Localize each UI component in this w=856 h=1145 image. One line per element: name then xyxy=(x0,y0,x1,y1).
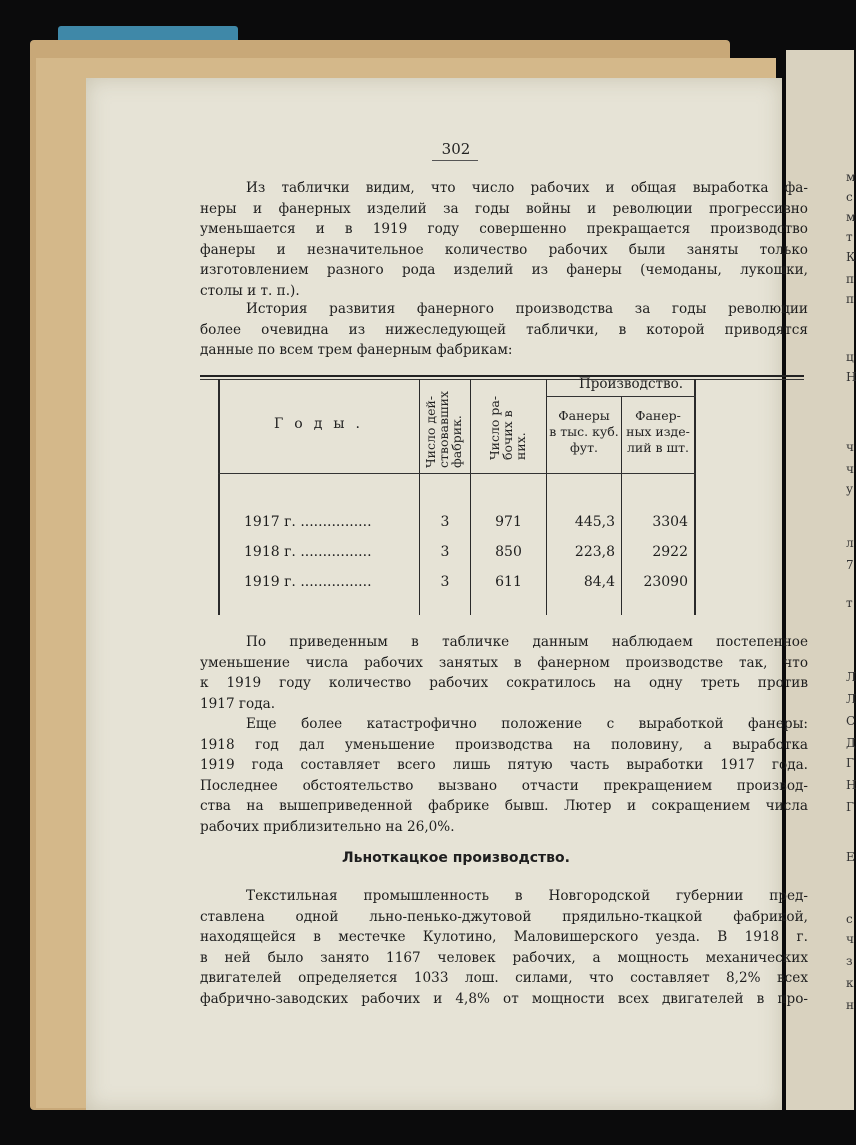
facing-page-letter: ч xyxy=(846,462,854,476)
cell-items: 2922 xyxy=(652,544,688,560)
facing-page-letter: Д xyxy=(846,736,856,750)
facing-page-letter: л xyxy=(846,536,854,550)
facing-page-letter: 7 xyxy=(846,558,854,572)
page-number: 302 xyxy=(441,140,471,158)
facing-page-letter: к xyxy=(846,976,854,990)
cell-plywood: 445,3 xyxy=(574,514,615,530)
header-production: Производство. xyxy=(579,376,683,392)
facing-page-letter: Е xyxy=(846,850,855,864)
facing-page-letter: С xyxy=(846,714,856,728)
row-year: 1918 г. xyxy=(244,544,296,560)
facing-page-letter: с xyxy=(846,190,853,204)
row-year: 1917 г. xyxy=(244,514,296,530)
facing-page-letter: п xyxy=(846,292,854,306)
paragraph-4: Еще более катастрофично положение с выработкой фанеры: 1918 год дал уменьшение производства на половину, а выработка 1919 года составляет всего лишь пятую часть выработки 1917 года. Последнее обстоятельство вызвано отчасти прекращением производ- ства на вышеприведенной фабрике бывш. Лютер и сокращением числа рабочих приблизительно на 26,0%. xyxy=(200,716,808,835)
facing-page-letter: Г xyxy=(846,756,854,770)
facing-page-letter: у xyxy=(846,482,854,496)
paragraph-3: По приведенным в табличке данным наблюдаем постепенное уменьшение числа рабочих занятых в фанерном производстве так, что к 1919 году количество рабочих сократилось на одну треть против 1917 года. xyxy=(200,634,808,712)
facing-page-letter: ч xyxy=(846,440,854,454)
facing-page-letter: ч xyxy=(846,932,854,946)
facing-page-letter: з xyxy=(846,954,853,968)
cell-factories: 3 xyxy=(440,574,450,590)
table-header-rule xyxy=(218,473,696,474)
document-page: 302 Из таблички видим, что число рабочих и общая выработка фа- неры и фанерных изделий за годы войны и революции прогрессивно уменьшается и в 1919 году совершенно прекращается производство фанеры и незначительное количество рабочих были заняты только изготовлением разного рода изделий из фанеры (чемоданы, лукошки, столы и т. п.). История развития фанерного производства за годы революции более очевидна из нижеследующей таблички, в которой приводятся данные по всем трем фанерным фабрикам: Годы. Число дей- ствовавших фабрик. Число ра- бочих в них. Производство. Фанеры в тыс. куб. фут. Фанер- ных изде- лий в шт. 1917 г. ................ 3 971 445,3 3304 1918 г. ................ 3 850 223,8 2922 1919 г. ................ 3 611 84,4 23090 По приведенным в табличке данным наблюдаем постепенное уменьшение числа рабочих занятых в фанерном производстве так, что к 1919 году количество рабочих сократилось на одну треть против 1917 года. Еще более катастрофично положение с выработкой фанеры: 1918 год дал уменьшение производства на половину, а выработка 1919 года составляет всего лишь пятую часть выработки 1917 года. Последнее обстоятельство вызвано отчасти прекращением производ- ства на вышеприведенной фабрике бывш. Лютер и сокращением числа рабочих приблизительно на 26,0%. Льноткацкое производство. Текстильная промышленность в Новгородской губернии пред- ставлена одной льно-пенько-джутовой прядильно-ткацкой фабрикой, находящейся в местечке Кулотино, Маловишерского уезда. В 1918 г. в ней было занято 1167 человек рабочих, а мощность механических двигателей определяется 1033 лош. силами, что составляет 8,2% всех фабрично-заводских рабочих и 4,8% от мощности всех двигателей в про- xyxy=(86,78,782,1110)
header-factories: Число дей- ствовавших фабрик. xyxy=(423,390,464,468)
facing-page-letter: м xyxy=(846,170,856,184)
facing-page-letter: т xyxy=(846,230,853,244)
facing-page-letter: с xyxy=(846,912,853,926)
facing-page-letter: Н xyxy=(846,778,856,792)
cell-items: 23090 xyxy=(643,574,688,590)
cell-factories: 3 xyxy=(440,544,450,560)
page-number-rule xyxy=(432,160,478,161)
facing-page-letter: Л xyxy=(846,670,856,684)
facing-page-letter: Л xyxy=(846,692,856,706)
paragraph-5: Текстильная промышленность в Новгородской губернии пред- ставлена одной льно-пенько-джутовой прядильно-ткацкой фабрикой, находящейся в местечке Кулотино, Маловишерского уезда. В 1918 г. в ней было занято 1167 человек рабочих, а мощность механических двигателей определяется 1033 лош. силами, что составляет 8,2% всех фабрично-заводских рабочих и 4,8% от мощности всех двигателей в про- xyxy=(200,888,808,1007)
header-years: Годы. xyxy=(274,416,371,432)
facing-page-letter: п xyxy=(846,272,854,286)
facing-page-letter: К xyxy=(846,250,856,264)
facing-page-letter: Г xyxy=(846,800,854,814)
facing-page-letter: н xyxy=(846,998,854,1012)
paragraph-2: История развития фанерного производства за годы революции более очевидна из нижеследующей таблички, в которой приводятся данные по всем трем фанерным фабрикам: xyxy=(200,301,808,358)
facing-page-letter: т xyxy=(846,596,853,610)
cell-workers: 850 xyxy=(495,544,522,560)
cell-workers: 611 xyxy=(495,574,522,590)
table-top-rule-thin xyxy=(200,379,804,380)
production-subheader-rule xyxy=(546,396,696,397)
paragraph-1: Из таблички видим, что число рабочих и общая выработка фа- неры и фанерных изделий за годы войны и революции прогрессивно уменьшается и в 1919 году совершенно прекращается производство фанеры и незначительное количество рабочих были заняты только изготовлением разного рода изделий из фанеры (чемоданы, лукошки, столы и т. п.). xyxy=(200,180,808,299)
cell-workers: 971 xyxy=(495,514,522,530)
section-heading: Льноткацкое производство. xyxy=(342,850,570,866)
header-items: Фанер- ных изде- лий в шт. xyxy=(626,408,690,455)
facing-page-letter: м xyxy=(846,210,856,224)
cell-items: 3304 xyxy=(652,514,688,530)
table-top-rule xyxy=(200,375,804,377)
table-left-border xyxy=(218,379,220,615)
cell-factories: 3 xyxy=(440,514,450,530)
facing-page-letter: ц xyxy=(846,350,854,364)
facing-page-letter: Н xyxy=(846,370,856,384)
cell-plywood: 223,8 xyxy=(574,544,615,560)
cell-plywood: 84,4 xyxy=(583,574,615,590)
row-year: 1919 г. xyxy=(244,574,296,590)
header-workers: Число ра- бочих в них. xyxy=(487,395,528,460)
header-plywood: Фанеры в тыс. куб. фут. xyxy=(549,408,619,455)
